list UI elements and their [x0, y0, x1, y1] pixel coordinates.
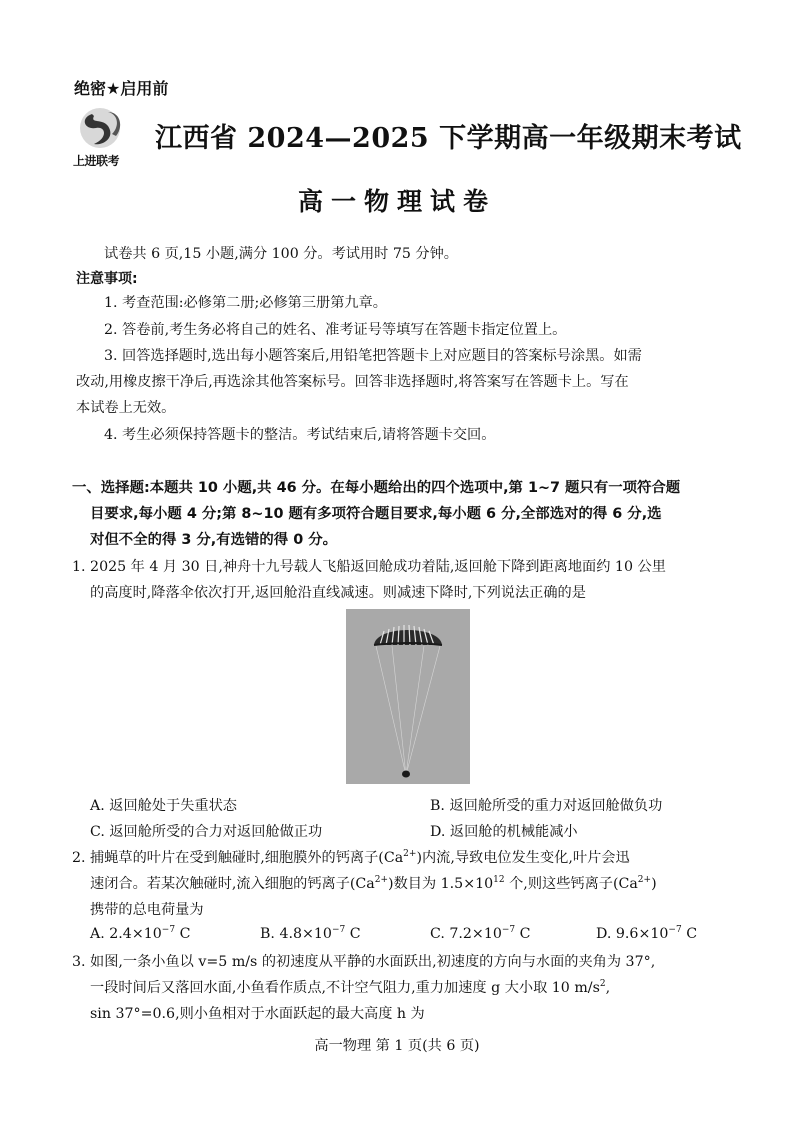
section-heading-3: 对但不全的得 3 分,有选错的得 0 分。: [90, 532, 338, 548]
note-1: 1. 考查范围:必修第二册;必修第三册第九章。: [104, 295, 387, 311]
q1-option-d: D. 返回舱的机械能减小: [430, 824, 578, 840]
q1-stem-2: 的高度时,降落伞依次打开,返回舱沿直线减速。则减速下降时,下列说法正确的是: [90, 585, 586, 601]
exam-summary: 试卷共 6 页,15 小题,满分 100 分。考试用时 75 分钟。: [104, 246, 458, 262]
q3-stem-1: 3. 如图,一条小鱼以 v=5 m/s 的初速度从平静的水面跃出,初速度的方向与水面的夹角为 37°,: [72, 954, 656, 970]
note-2: 2. 答卷前,考生务必将自己的姓名、准考证号等填写在答题卡指定位置上。: [104, 322, 567, 338]
q2-option-c: C. $7.2\times 10^{-7}$ C: [430, 925, 531, 942]
note-3-cont-2: 本试卷上无效。: [76, 400, 176, 416]
q2-stem-1: 2. 捕蝇草的叶片在受到触碰时,细胞膜外的钙离子$(Ca^{2+})$内流,导致电位发生变化,叶片会迅: [72, 849, 630, 866]
q1-stem-1: 1. 2025 年 4 月 30 日,神舟十九号载人飞船返回舱成功着陆,返回舱下降到距离地面约 10 公里: [72, 559, 666, 575]
note-3: 3. 回答选择题时,选出每小题答案后,用铅笔把答题卡上对应题目的答案标号涂黑。如需: [104, 348, 642, 364]
parachute-illustration: [346, 609, 470, 784]
q1-option-a: A. 返回舱处于失重状态: [90, 798, 237, 814]
q3-stem-3: sin 37°=0.6,则小鱼相对于水面跃起的最大高度 h 为: [90, 1006, 425, 1022]
q2-stem-3: 携带的总电荷量为: [90, 902, 204, 918]
page-footer: 高一物理 第 1 页(共 6 页): [314, 1038, 480, 1054]
note-3-cont-1: 改动,用橡皮擦干净后,再选涂其他答案标号。回答非选择题时,将答案写在答题卡上。写在: [76, 374, 629, 390]
note-4: 4. 考生必须保持答题卡的整洁。考试结束后,请将答题卡交回。: [104, 427, 496, 443]
paper-title: 高一物理试卷: [297, 187, 496, 216]
q1-option-b: B. 返回舱所受的重力对返回舱做负功: [430, 798, 663, 814]
logo-icon: [72, 104, 142, 154]
q2-option-a: A. $2.4\times 10^{-7}$ C: [90, 925, 191, 942]
section-heading-2: 目要求,每小题 4 分;第 8~10 题有多项符合题目要求,每小题 6 分,全部选对的得 6 分,选: [90, 506, 662, 522]
logo-text: 上进联考: [73, 154, 120, 168]
section-heading-1: 一、选择题:本题共 10 小题,共 46 分。在每小题给出的四个选项中,第 1~7 题只有一项符合题: [72, 480, 681, 496]
parachute-photo: [346, 609, 470, 784]
q2-option-b: B. $4.8\times 10^{-7}$ C: [260, 925, 361, 942]
q2-stem-2: 速闭合。若某次触碰时,流入细胞的钙离子$(Ca^{2+})$数目为 $1.5\times 10^{12}$ 个,则这些钙离子$(Ca^{2+})$: [90, 875, 657, 892]
notice-heading: 注意事项:: [76, 271, 138, 287]
q2-option-d: D. $9.6\times 10^{-7}$ C: [596, 925, 698, 942]
q1-option-c: C. 返回舱所受的合力对返回舱做正功: [90, 824, 323, 840]
q3-stem-2: 一段时间后又落回水面,小鱼看作质点,不计空气阻力,重力加速度 g 大小取 10 $m/s^2$,: [90, 979, 611, 996]
exam-title: 江西省 2024—2025 下学期高一年级期末考试: [155, 123, 742, 154]
confidential-label: 绝密★启用前: [74, 79, 169, 98]
